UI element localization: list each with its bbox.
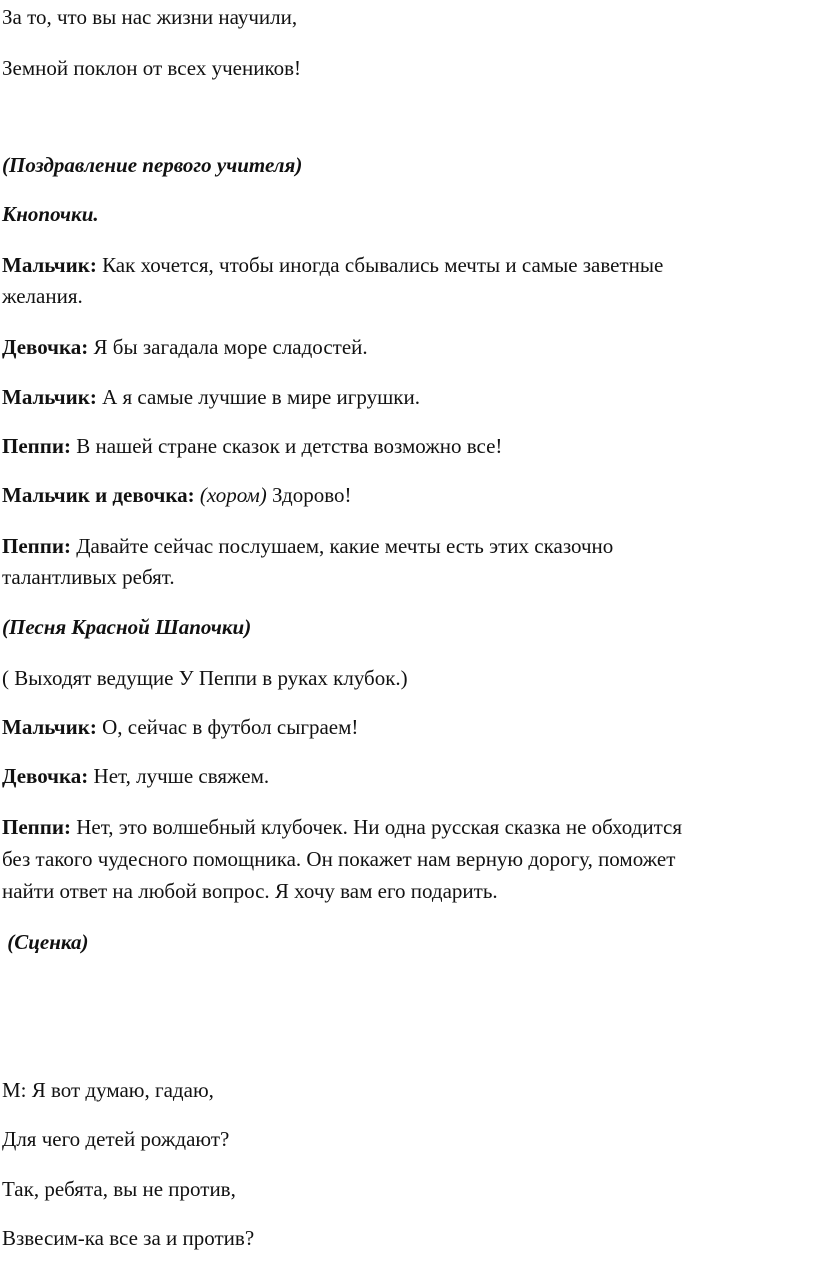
- speaker-label: Мальчик:: [2, 715, 97, 739]
- poem-line-1: За то, что вы нас жизни научили,: [2, 5, 298, 29]
- dialogue-text: В нашей стране сказок и детства возможно все!: [70, 434, 503, 458]
- dialogue-line-1-cont: желания.: [2, 284, 83, 308]
- speaker-label: Девочка:: [2, 764, 89, 788]
- stage-direction-greeting: (Поздравление первого учителя): [2, 153, 303, 177]
- dialogue-text: Давайте сейчас послушаем, какие мечты есть этих сказочно: [70, 534, 614, 558]
- poem-end-line-4: Взвесим-ка все за и против?: [2, 1226, 255, 1250]
- stage-direction-scene: (Сценка): [2, 930, 89, 954]
- aside-text: (хором): [194, 483, 267, 507]
- dialogue-line-1: [2, 252, 663, 278]
- stage-direction-song: (Песня Красной Шапочки): [2, 615, 252, 639]
- dialogue-line-6: [2, 533, 613, 559]
- poem-end-line-1: М: Я вот думаю, гадаю,: [2, 1078, 214, 1102]
- dialogue-text: О, сейчас в футбол сыграем!: [96, 715, 359, 739]
- dialogue-text: Здорово!: [266, 483, 352, 507]
- poem-end-line-3: Так, ребята, вы не против,: [2, 1177, 236, 1201]
- dialogue-line-2: [2, 334, 368, 360]
- speaker-label: Мальчик:: [2, 253, 97, 277]
- speaker-label: Пеппи:: [2, 815, 71, 839]
- dialogue-line-9-cont: без такого чудесного помощника. Он покажет нам верную дорогу, поможет: [2, 847, 676, 871]
- dialogue-line-5: [2, 482, 352, 508]
- dialogue-line-8: [2, 763, 269, 789]
- dialogue-text: Как хочется, чтобы иногда сбывались мечты и самые заветные: [96, 253, 664, 277]
- speaker-label: Пеппи:: [2, 534, 71, 558]
- speaker-label: Пеппи:: [2, 434, 71, 458]
- dialogue-line-4: [2, 433, 502, 459]
- speaker-label: Девочка:: [2, 335, 89, 359]
- speaker-label: Мальчик и девочка:: [2, 483, 195, 507]
- dialogue-line-9: [2, 814, 682, 840]
- poem-line-2: Земной поклон от всех учеников!: [2, 56, 301, 80]
- dialogue-line-3: [2, 384, 420, 410]
- dialogue-text: А я самые лучшие в мире игрушки.: [96, 385, 420, 409]
- dialogue-line-7: [2, 714, 358, 740]
- stage-direction-enter: ( Выходят ведущие У Пеппи в руках клубок.): [2, 666, 408, 690]
- stage-direction-knopochki: Кнопочки.: [2, 202, 99, 226]
- dialogue-line-9-cont2: найти ответ на любой вопрос. Я хочу вам его подарить.: [2, 879, 498, 903]
- dialogue-line-6-cont: талантливых ребят.: [2, 565, 175, 589]
- dialogue-text: Нет, это волшебный клубочек. Ни одна русская сказка не обходится: [70, 815, 682, 839]
- poem-end-line-2: Для чего детей рождают?: [2, 1127, 230, 1151]
- dialogue-text: Нет, лучше свяжем.: [88, 764, 270, 788]
- dialogue-text: Я бы загадала море сладостей.: [88, 335, 368, 359]
- speaker-label: Мальчик:: [2, 385, 97, 409]
